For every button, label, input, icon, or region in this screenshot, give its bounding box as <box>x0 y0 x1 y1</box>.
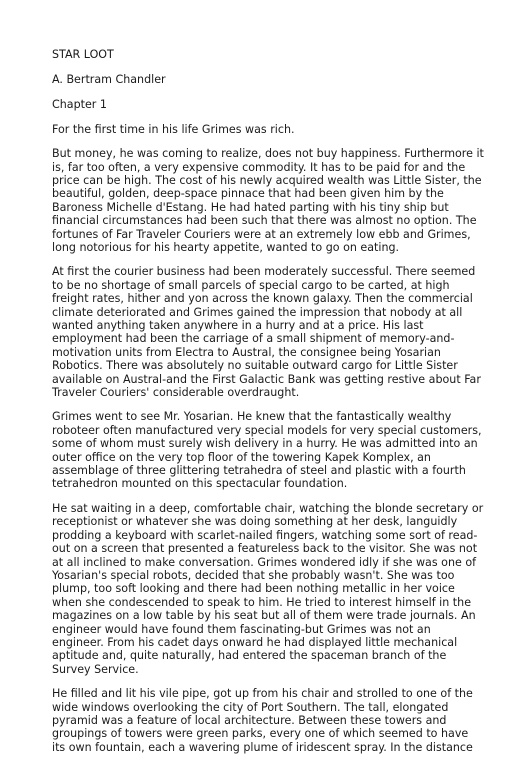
paragraph-5: He sat waiting in a deep, comfortable chair, watching the blonde secretary or receptionist or whatever she was doing something at her desk, languidly prodding a keyboard with scarlet-nailed fingers, watching some sort of read-out on a screen that presented a featureless back to the visitor. She was not at all inclined to make conversation. Grimes wondered idly if she was one of Yosarian's special robots, decided that she probably wasn't. She was too plump, too soft looking and there had been nothing metallic in her voice when she condescended to speak to him. He tried to interest himself in the magazines on a low table by his seat but all of them were trade journals. An engineer would have found them fascinating-but Grimes was not an engineer. From his cadet days onward he had displayed little mechanical aptitude and, quite naturally, had entered the spaceman branch of the Survey Service. <box>52 501 484 676</box>
paragraph-1: For the first time in his life Grimes was rich. <box>52 122 295 136</box>
document-page <box>52 48 484 765</box>
paragraph-2: But money, he was coming to realize, does not buy happiness. Furthermore it is, far too often, a very expensive commodity. It has to be paid for and the price can be high. The cost of his newly acquired wealth was Little Sister, the beautiful, golden, deep-space pinnace that had been given him by the Baroness Michelle d'Estang. He had hated parting with his tiny ship but financial circumstances had been such that there was almost no option. The fortunes of Far Traveler Couriers were at an extremely low ebb and Grimes, long notorious for his hearty appetite, wanted to go on eating. <box>52 147 484 254</box>
author-name: A. Bertram Chandler <box>52 72 166 86</box>
chapter-heading: Chapter 1 <box>52 97 107 111</box>
paragraph-4: Grimes went to see Mr. Yosarian. He knew that the fantastically wealthy roboteer often manufactured very special models for very special customers, some of whom must surely wish delivery in a hurry. He was admitted into an outer office on the very top floor of the towering Kapek Komplex, an assemblage of three glittering tetrahedra of steel and plastic with a fourth tetrahedron mounted on this spectacular foundation. <box>52 410 482 491</box>
paragraph-6: He filled and lit his vile pipe, got up from his chair and strolled to one of the wide windows overlooking the city of Port Southern. The tall, elongated pyramid was a feature of local architecture. Between these towers and groupings of towers were green parks, every one of which seemed to have its own fountain, each a wavering plume of iridescent spray. In the distance <box>52 687 473 754</box>
book-title: STAR LOOT <box>52 48 114 61</box>
paragraph-3: At first the courier business had been moderately successful. There seemed to be no shortage of small parcels of special cargo to be carted, at high freight rates, hither and yon across the known galaxy. Then the commercial climate deteriorated and Grimes gained the impression that nobody at all wanted anything taken anywhere in a hurry and at a price. His last employment had been the carriage of a small shipment of memory-and-motivation units from Electra to Austral, the consignee being Yosarian Robotics. There was absolutely no suitable outward cargo for Little Sister available on Austral-and the First Galactic Bank was getting restive about Far Traveler Couriers' considerable overdraught. <box>52 265 481 400</box>
